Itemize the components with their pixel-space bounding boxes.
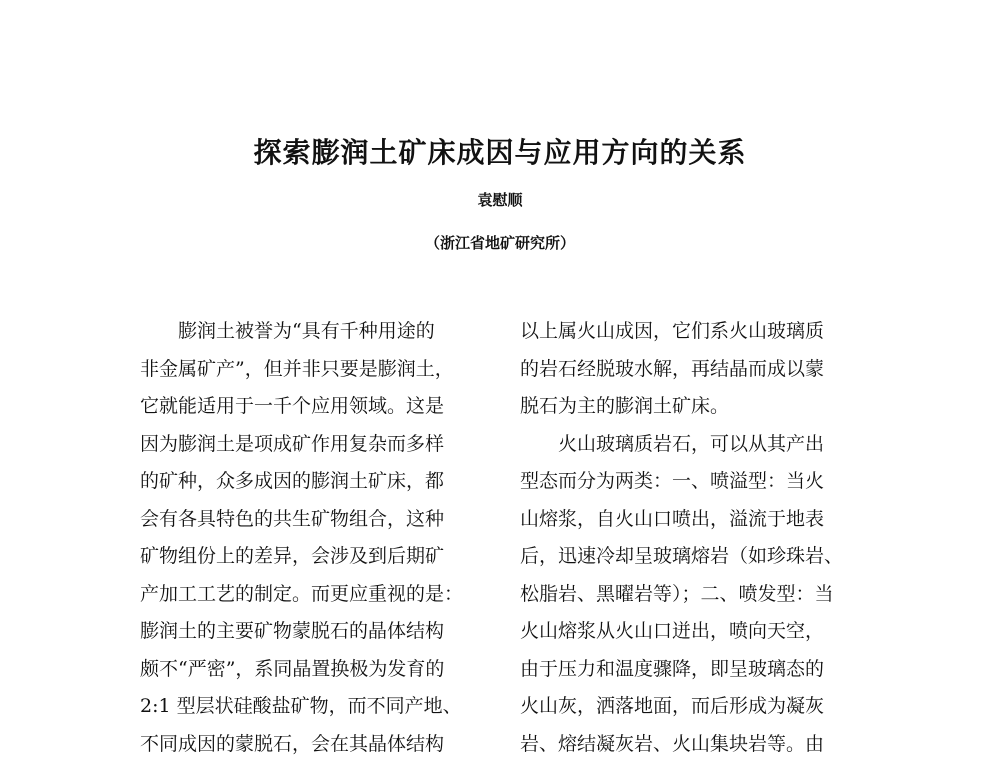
body-line: 因为膨润土是项成矿作用复杂而多样: [140, 426, 492, 464]
right-text-column: [520, 313, 872, 763]
body-line: 产加工工艺的制定。而更应重视的是：: [140, 576, 492, 614]
body-line: 由于压力和温度骤降，即呈玻璃态的: [520, 651, 872, 689]
left-text-column: [140, 313, 492, 763]
body-line: 山熔浆，自火山口喷出，溢流于地表: [520, 501, 872, 539]
body-line: 松脂岩、黑曜岩等）；二、喷发型：当: [520, 576, 872, 614]
body-line: 膨润土的主要矿物蒙脱石的晶体结构: [140, 613, 492, 651]
body-line: 脱石为主的膨润土矿床。: [520, 388, 872, 426]
body-line: 后，迅速冷却呈玻璃熔岩（如珍珠岩、: [520, 538, 872, 576]
body-line: 颇不“严密”，系同晶置换极为发育的: [140, 651, 492, 689]
body-line: 矿物组份上的差异，会涉及到后期矿: [140, 538, 492, 576]
body-line: 型态而分为两类：一、喷溢型：当火: [520, 463, 872, 501]
body-line: 火山玻璃质岩石，可以从其产出: [520, 426, 872, 464]
body-line: 的岩石经脱玻水解，再结晶而成以蒙: [520, 351, 872, 389]
body-line: 不同成因的蒙脱石，会在其晶体结构: [140, 726, 492, 763]
body-line: 以上属火山成因，它们系火山玻璃质: [520, 313, 872, 351]
author-name: 袁慰顺: [0, 188, 1000, 212]
body-line: 的矿种，众多成因的膨润土矿床，都: [140, 463, 492, 501]
body-line: 会有各具特色的共生矿物组合，这种: [140, 501, 492, 539]
body-line: 膨润土被誉为“具有千种用途的: [140, 313, 492, 351]
body-line: 2:1 型层状硅酸盐矿物，而不同产地、: [140, 688, 492, 726]
body-line: 它就能适用于一千个应用领域。这是: [140, 388, 492, 426]
author-affiliation: （浙江省地矿研究所）: [0, 231, 1000, 255]
body-line: 岩、熔结凝灰岩、火山集块岩等。由: [520, 726, 872, 763]
body-line: 火山熔浆从火山口迸出，喷向天空，: [520, 613, 872, 651]
body-line: 火山灰，洒落地面，而后形成为凝灰: [520, 688, 872, 726]
article-title: 探索膨润土矿床成因与应用方向的关系: [0, 133, 1000, 173]
body-line: 非金属矿产”，但并非只要是膨润土，: [140, 351, 492, 389]
